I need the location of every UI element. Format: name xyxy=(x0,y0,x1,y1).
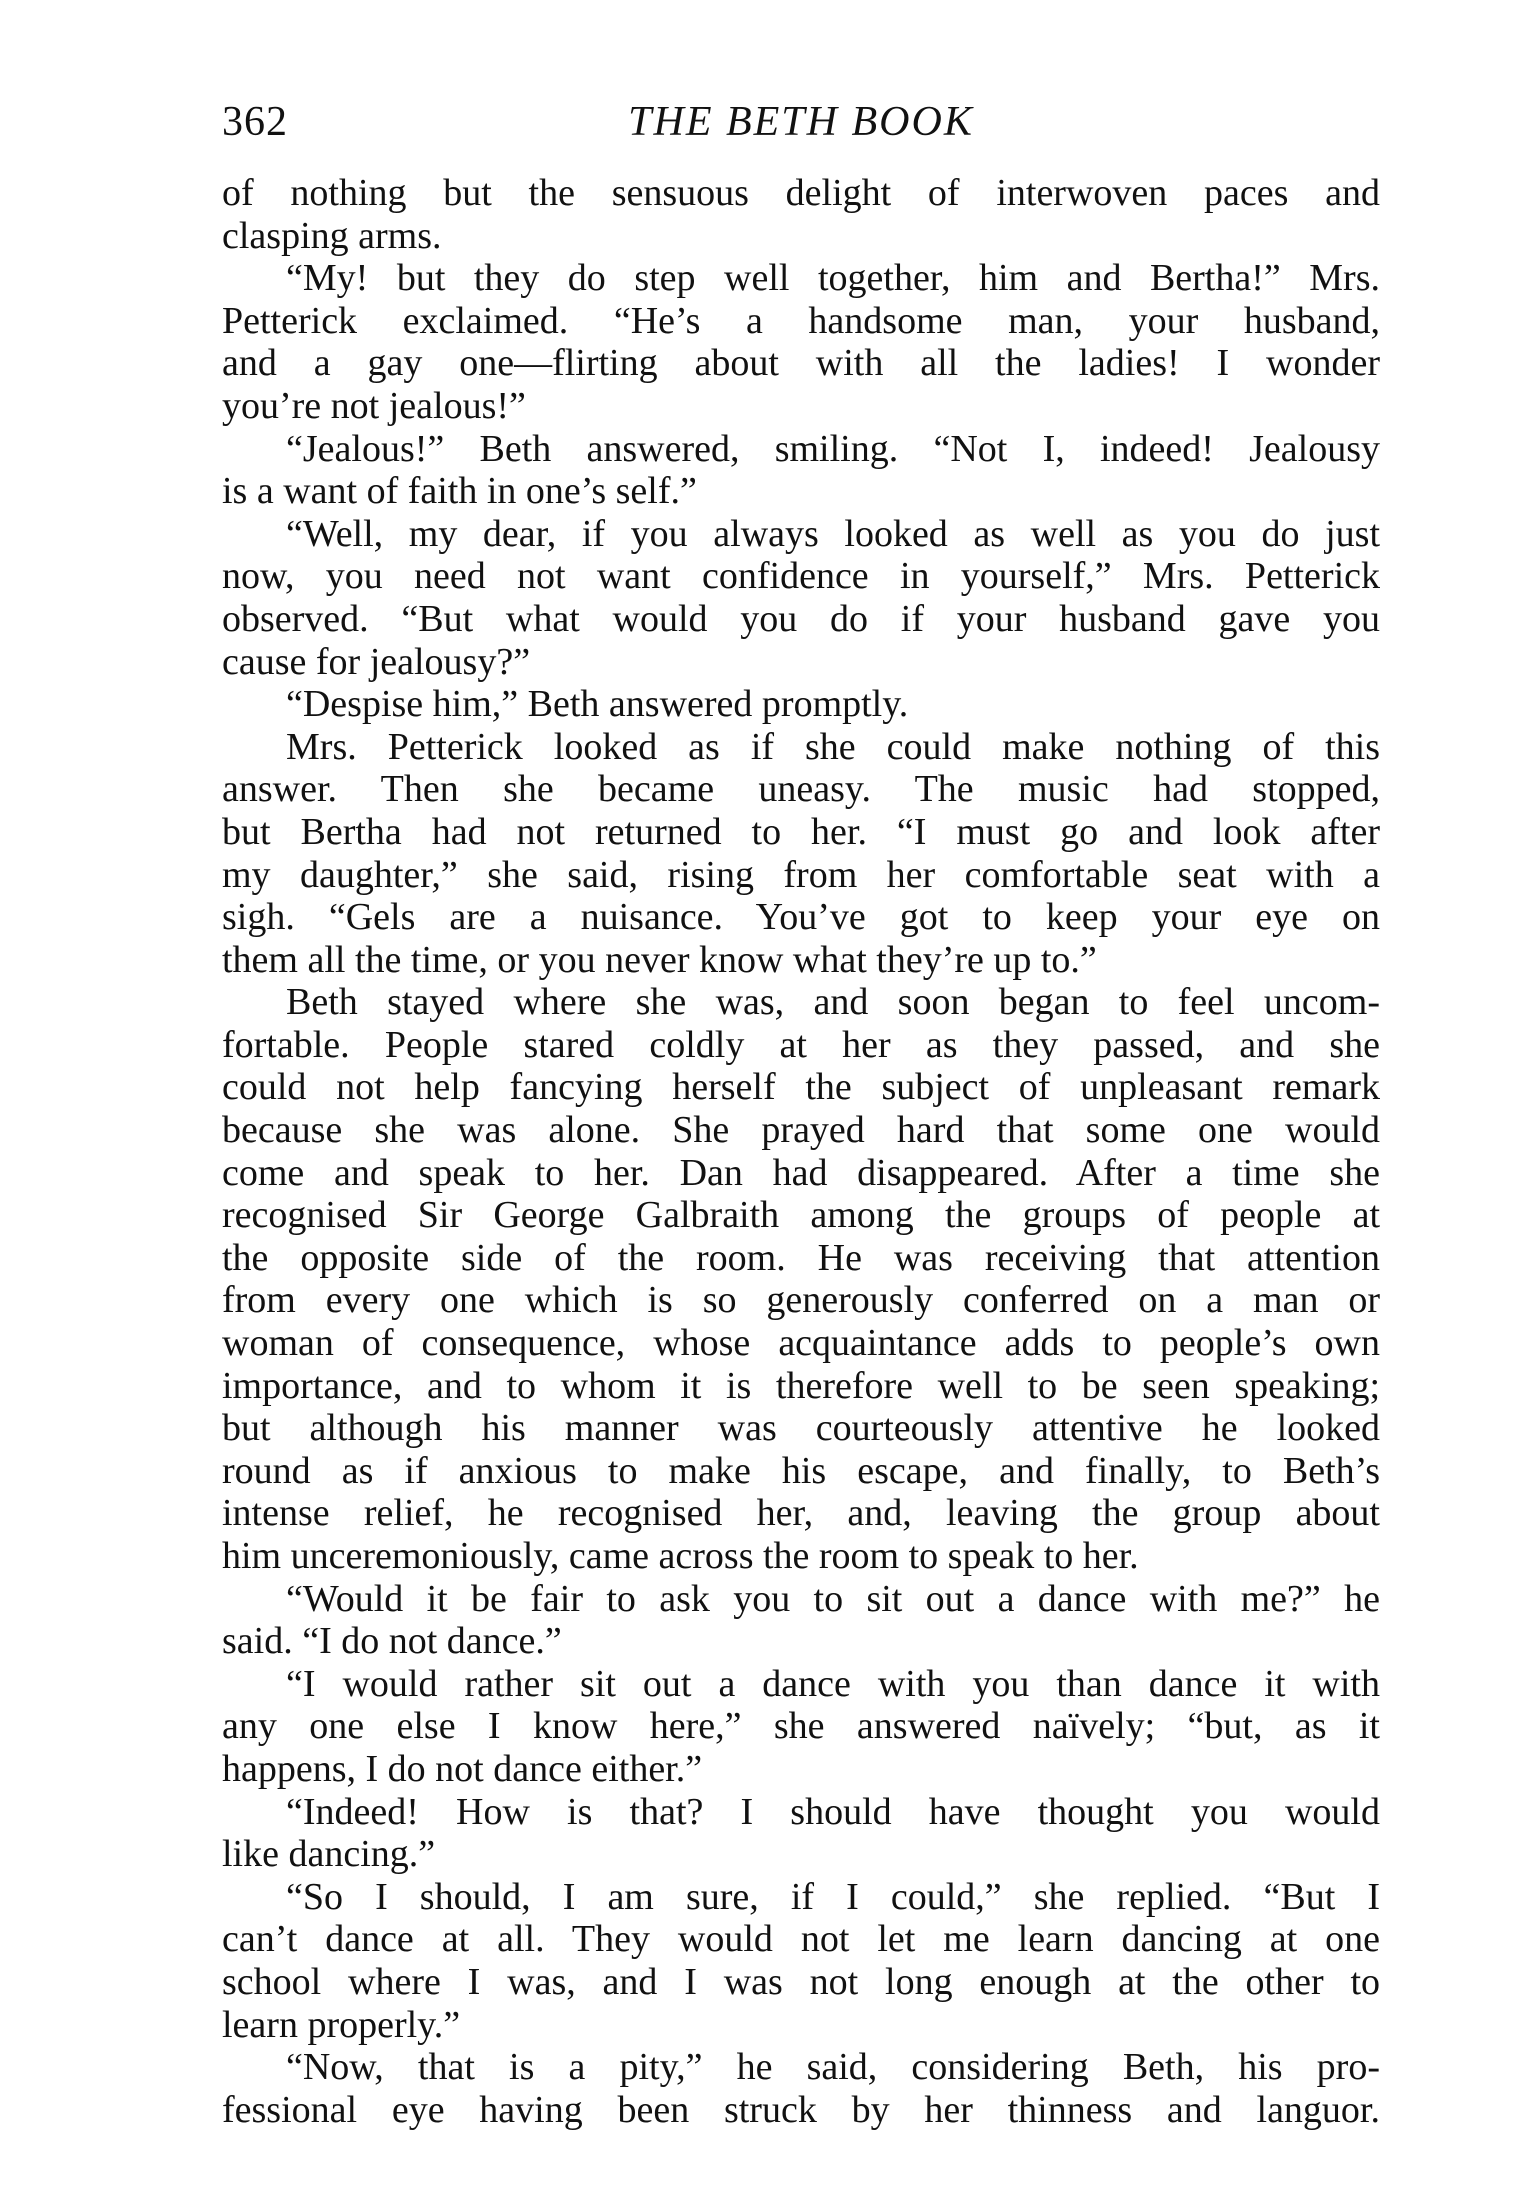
text-line: “Indeed! How is that? I should have thought you would xyxy=(286,1790,1380,1833)
text-line: of nothing but the sensuous delight of interwoven paces and xyxy=(222,172,1380,214)
running-title: THE BETH BOOK xyxy=(628,99,974,145)
text-line: any one else I know here,” she answered naïvely; “but, as it xyxy=(222,1705,1380,1748)
text-line: like dancing.” xyxy=(222,1833,436,1876)
text-line: is a want of faith in one’s self.” xyxy=(222,470,697,513)
text-line: sigh. “Gels are a nuisance. You’ve got to keep your eye on xyxy=(222,896,1380,939)
text-line: “Would it be fair to ask you to sit out a dance with me?” he xyxy=(286,1577,1380,1620)
text-line: answer. Then she became uneasy. The music had stopped, xyxy=(222,768,1380,811)
text-line: the opposite side of the room. He was receiving that attention xyxy=(222,1236,1380,1279)
text-line: because she was alone. She prayed hard that some one would xyxy=(222,1109,1380,1152)
text-line: “So I should, I am sure, if I could,” she replied. “But I xyxy=(286,1875,1380,1918)
body-text xyxy=(222,172,1380,2131)
text-line: recognised Sir George Galbraith among the groups of people at xyxy=(222,1194,1380,1237)
text-line: round as if anxious to make his escape, and finally, to Beth’s xyxy=(222,1449,1380,1492)
text-line: said. “I do not dance.” xyxy=(222,1620,562,1663)
text-line: “Now, that is a pity,” he said, considering Beth, his pro- xyxy=(286,2046,1380,2089)
text-line: “Jealous!” Beth answered, smiling. “Not I, indeed! Jealousy xyxy=(286,427,1380,470)
text-line: you’re not jealous!” xyxy=(222,384,526,427)
text-line: can’t dance at all. They would not let me learn dancing at one xyxy=(222,1918,1380,1961)
text-line: Beth stayed where she was, and soon began to feel uncom- xyxy=(286,981,1380,1024)
text-line: but Bertha had not returned to her. “I must go and look after xyxy=(222,810,1380,853)
text-line: woman of consequence, whose acquaintance adds to people’s own xyxy=(222,1322,1380,1365)
text-line: happens, I do not dance either.” xyxy=(222,1747,703,1790)
text-line: from every one which is so generously conferred on a man or xyxy=(222,1279,1380,1322)
text-line: Mrs. Petterick looked as if she could make nothing of this xyxy=(286,725,1380,768)
text-line: fessional eye having been struck by her thinness and languor. xyxy=(222,2088,1380,2131)
text-line: intense relief, he recognised her, and, leaving the group about xyxy=(222,1492,1380,1535)
text-line: clasping arms. xyxy=(222,214,442,257)
text-line: “My! but they do step well together, him and Bertha!” Mrs. xyxy=(286,257,1380,300)
text-line: learn properly.” xyxy=(222,2003,461,2046)
text-line: but although his manner was courteously attentive he looked xyxy=(222,1407,1380,1450)
text-line: Petterick exclaimed. “He’s a handsome man, your husband, xyxy=(222,299,1380,342)
text-line: school where I was, and I was not long enough at the other to xyxy=(222,1960,1380,2003)
text-line: them all the time, or you never know what they’re up to.” xyxy=(222,938,1097,981)
text-line: fortable. People stared coldly at her as they passed, and she xyxy=(222,1023,1380,1066)
text-line: and a gay one—flirting about with all the ladies! I wonder xyxy=(222,342,1380,385)
text-line: importance, and to whom it is therefore well to be seen speaking; xyxy=(222,1364,1380,1407)
text-line: “Despise him,” Beth answered promptly. xyxy=(286,683,909,726)
text-line: “Well, my dear, if you always looked as well as you do just xyxy=(286,512,1380,555)
running-head xyxy=(222,92,1380,152)
text-line: “I would rather sit out a dance with you than dance it with xyxy=(286,1662,1380,1705)
text-line: him unceremoniously, came across the room to speak to her. xyxy=(222,1535,1139,1577)
text-line: cause for jealousy?” xyxy=(222,640,531,683)
text-line: observed. “But what would you do if your husband gave you xyxy=(222,597,1380,640)
text-line: could not help fancying herself the subject of unpleasant remark xyxy=(222,1066,1380,1109)
text-line: my daughter,” she said, rising from her comfortable seat with a xyxy=(222,853,1380,896)
text-line: now, you need not want confidence in yourself,” Mrs. Petterick xyxy=(222,555,1380,598)
page-number: 362 xyxy=(222,99,288,145)
text-line: come and speak to her. Dan had disappeared. After a time she xyxy=(222,1151,1380,1194)
